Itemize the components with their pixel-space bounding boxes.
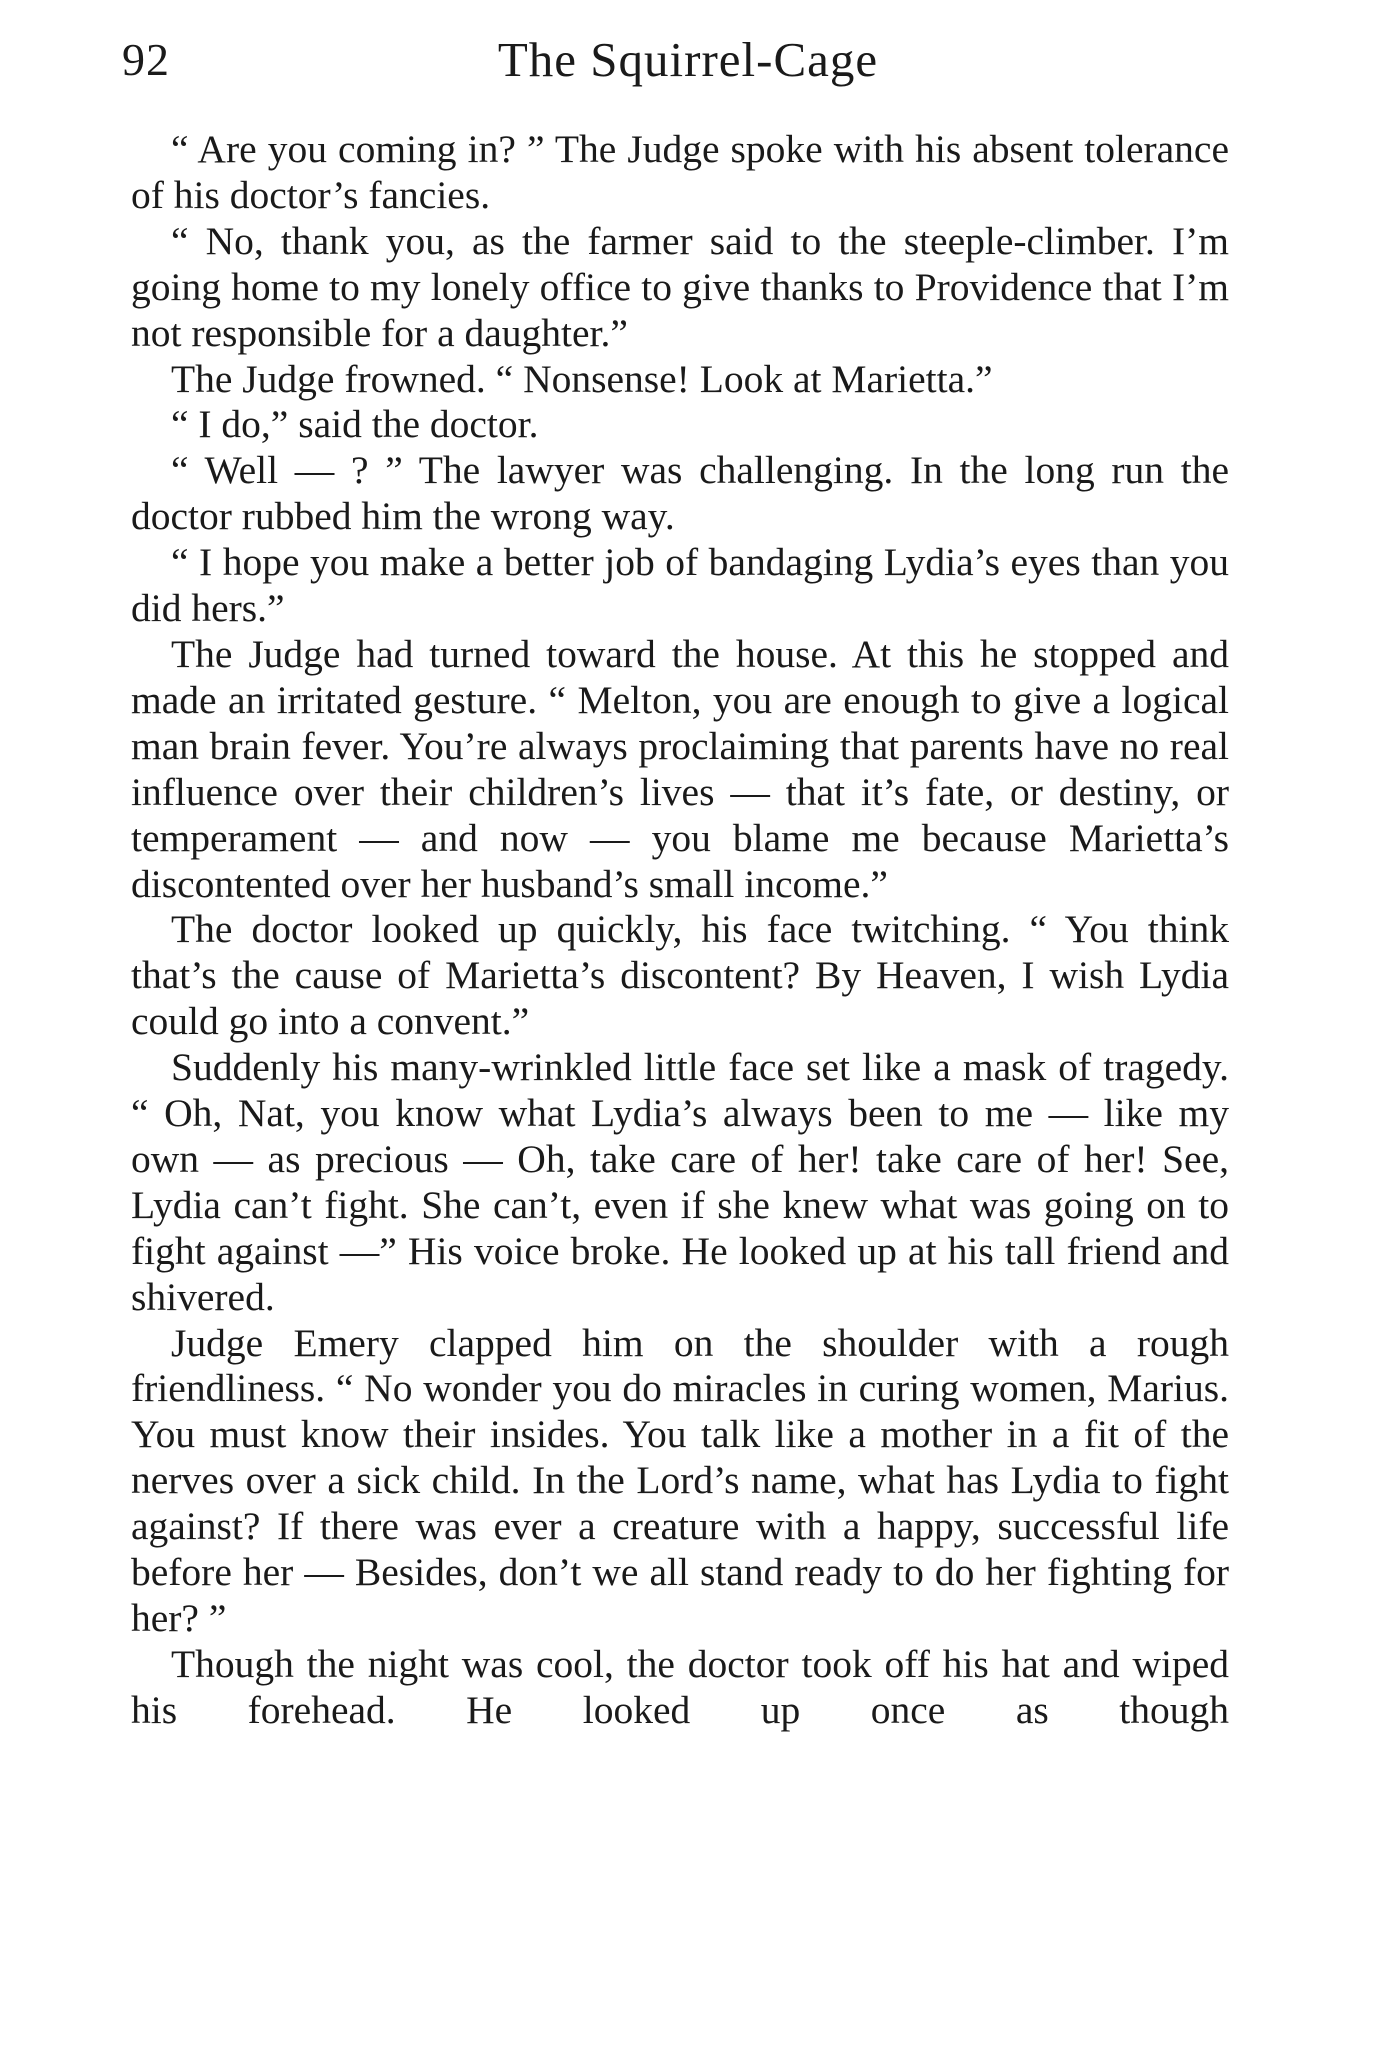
paragraph: “ I do,” said the doctor. xyxy=(171,402,539,447)
paragraph: “ I hope you make a better job of bandaging Lydia’s eyes than you did hers.” xyxy=(131,540,1229,631)
paragraph: “ Are you coming in? ” The Judge spoke with his absent tolerance of his doctor’s fancies. xyxy=(131,127,1229,217)
running-title: The Squirrel-Cage xyxy=(497,32,879,87)
page-number: 92 xyxy=(122,34,170,85)
paragraph: “ Well — ? ” The lawyer was challenging. In the long run the doctor rubbed him the wrong way. xyxy=(131,448,1229,539)
paragraph: The doctor looked up quickly, his face twitching. “ You think that’s the cause of Marietta’s discontent? By Heaven, I wish Lydia could go into a convent.” xyxy=(131,907,1229,1044)
paragraph: Suddenly his many-wrinkled little face set like a mask of tragedy. “ Oh, Nat, you know what Lydia’s always been to me — like my own — as precious — Oh, take care of her! take care of her! See, Lydia can’t fight. She can’t, even if she knew what was going on to fight against —” His voice broke. He looked up at his tall friend and shivered. xyxy=(131,1045,1229,1319)
paragraph: Though the night was cool, the doctor took off his hat and wiped his forehead. He looked up once as though xyxy=(131,1641,1229,1732)
paragraph: The Judge frowned. “ Nonsense! Look at Marietta.” xyxy=(171,356,993,401)
paragraph: The Judge had turned toward the house. At this he stopped and made an irritated gesture. “ Melton, you are enough to give a logical man brain fever. You’re always proclaiming that parents have no real influence over their children’s lives — that it’s fate, or destiny, or temperament — and now — you blame me because Marietta’s discontented over her husband’s small income.” xyxy=(131,631,1229,906)
body-text xyxy=(131,127,1229,1734)
paragraph: Judge Emery clapped him on the shoulder with a rough friendliness. “ No wonder you do miracles in curing women, Marius. You must know their insides. You talk like a mother in a fit of the nerves over a sick child. In the Lord’s name, what has Lydia to fight against? If there was ever a creature with a happy, successful life before her — Besides, don’t we all stand ready to do her fighting for her? ” xyxy=(131,1320,1229,1640)
paragraph: “ No, thank you, as the farmer said to the steeple-climber. I’m going home to my lonely office to give thanks to Providence that I’m not responsible for a daughter.” xyxy=(131,218,1229,355)
